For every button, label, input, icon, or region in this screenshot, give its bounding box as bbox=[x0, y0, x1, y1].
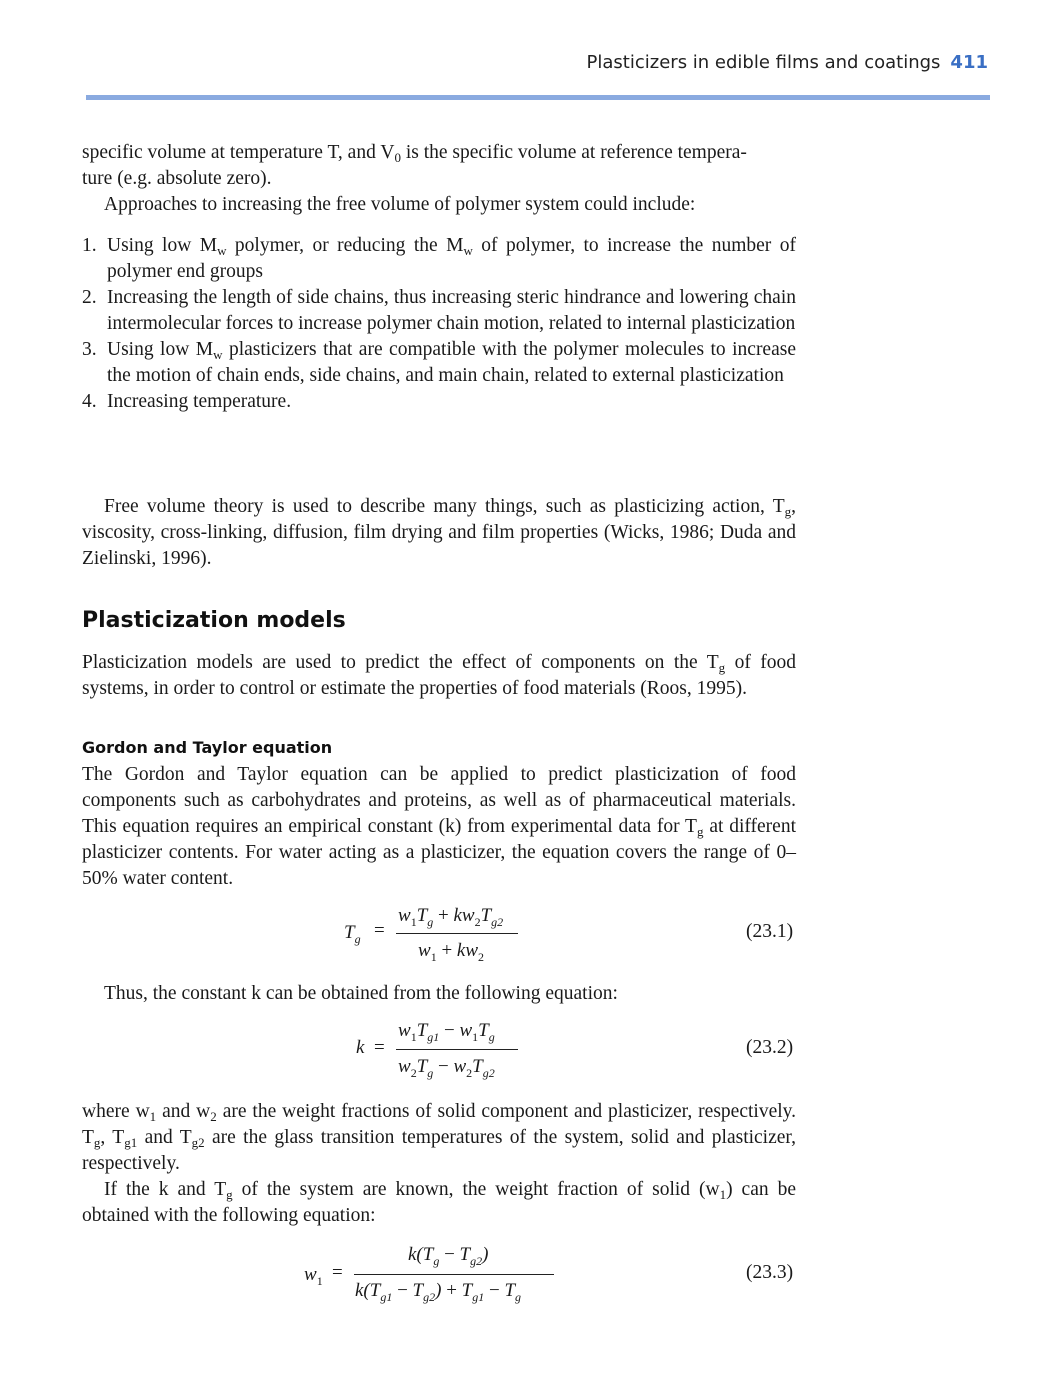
running-head bbox=[587, 52, 988, 73]
list-item bbox=[82, 337, 796, 389]
intro-line2: ture (e.g. absolute zero). bbox=[82, 168, 272, 189]
equation-label: (23.3) bbox=[746, 1262, 794, 1283]
list-number: 4. bbox=[82, 391, 97, 412]
list-text: Increasing temperature. bbox=[107, 391, 292, 412]
section-intro-paragraph: Plasticization models are used to predict the effect of components on the $T_g$ of food systems, in order to control or estimate the properties of food materials (Roos, 1995). bbox=[82, 652, 796, 699]
subsection-heading: Gordon and Taylor equation bbox=[82, 738, 333, 757]
list-item bbox=[82, 285, 796, 337]
section-heading: Plasticization models bbox=[82, 608, 346, 633]
thus-line: Thus, the constant k can be obtained from the following equation: bbox=[104, 983, 618, 1004]
equation-label: (23.2) bbox=[746, 1037, 794, 1058]
approaches-line: Approaches to increasing the free volume of polymer system could include: bbox=[104, 194, 696, 215]
list-text: Using low $M_w$ plasticizers that are compatible with the polymer molecules to increase the motion of chain ends, side chains, and main chain, related to external plasticization bbox=[107, 339, 796, 386]
list-text: Using low $M_w$ polymer, or reducing the $M_w$ of polymer, to increase the number of polymer end groups bbox=[107, 235, 796, 282]
list-number: 2. bbox=[82, 287, 97, 308]
gordon-taylor-paragraph: The Gordon and Taylor equation can be applied to predict plasticization of food components such as carbohydrates and proteins, as well as of pharmaceutical materials. This equation requires an empirical constant (k) from experimental data for $T_g$ at different plasticizer contents. For water acting as a plasticizer, the equation covers the range of 0–50% water content. bbox=[82, 764, 796, 889]
intro-paragraph bbox=[82, 140, 796, 218]
approaches-list bbox=[82, 233, 796, 415]
intro-text: is the specific volume at reference tempera- bbox=[400, 142, 747, 163]
equation-label: (23.1) bbox=[746, 921, 794, 942]
intro-text: specific volume at temperature T, and V bbox=[82, 142, 395, 163]
running-title: Plasticizers in edible films and coatings bbox=[586, 52, 941, 73]
list-item bbox=[82, 233, 796, 285]
list-item bbox=[82, 389, 796, 415]
list-text: Increasing the length of side chains, thus increasing steric hindrance and lowering chain intermolecular forces to increase polymer chain motion, related to internal plasticization bbox=[107, 287, 796, 334]
list-number: 1. bbox=[82, 235, 97, 256]
where-paragraph: where $w_1$ and $w_2$ are the weight fractions of solid component and plasticizer, respectively. $T_g$, $T_{g1}$ and $T_{g2}$ are the glass transition temperatures of the system, solid and plasticizer, respectively. If the k and $T_g$ of the system are known, the weight fraction of solid $(w_1)$ can be obtained with the following equation: bbox=[82, 1101, 797, 1226]
free-volume-paragraph: Free volume theory is used to describe many things, such as plasticizing action, $T_g$, viscosity, cross-linking, diffusion, film drying and film properties (Wicks, 1986; Duda and Zielinski, 1996). bbox=[82, 496, 796, 569]
list-number: 3. bbox=[82, 339, 97, 360]
header-rule bbox=[86, 95, 990, 100]
subscript: 0 bbox=[394, 150, 401, 165]
page-number: 411 bbox=[950, 52, 988, 73]
